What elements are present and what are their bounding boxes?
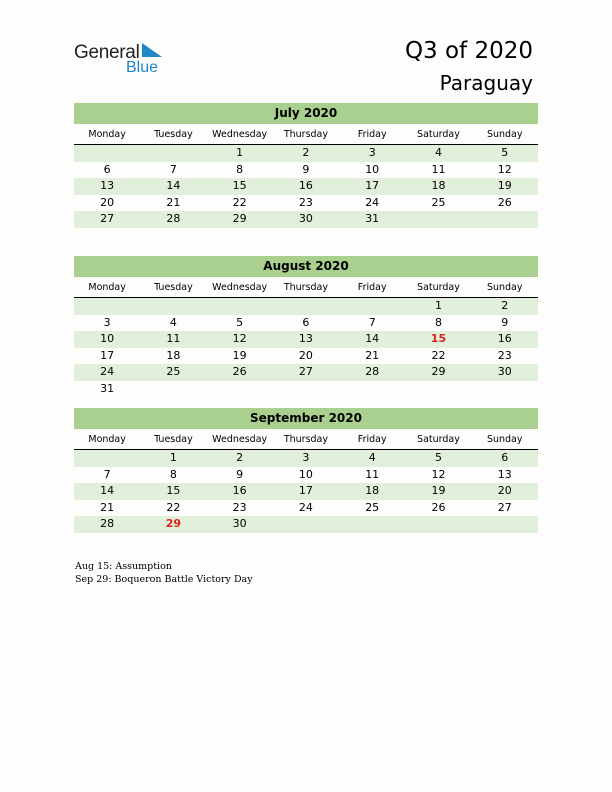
weekday-label: Wednesday xyxy=(212,282,268,293)
week-row xyxy=(74,145,538,162)
day-cell: 13 xyxy=(298,332,313,345)
day-cell: 30 xyxy=(232,517,247,530)
week-row xyxy=(74,178,538,195)
week-row xyxy=(74,195,538,212)
logo-flag-icon xyxy=(142,43,164,61)
day-cell: 2 xyxy=(236,451,244,464)
day-cell: 21 xyxy=(365,348,380,362)
week-row xyxy=(74,450,538,467)
page-title: Q3 of 2020 xyxy=(404,38,533,64)
day-cell: 26 xyxy=(497,195,512,209)
day-cell xyxy=(405,381,471,398)
month-header: July 2020 xyxy=(74,103,538,124)
month-july xyxy=(74,103,538,228)
day-cell xyxy=(339,381,405,398)
day-cell: 18 xyxy=(166,348,181,362)
day-cell: 13 xyxy=(100,179,115,192)
day-cell xyxy=(339,298,405,315)
day-cell: 27 xyxy=(298,365,313,378)
day-cell: 7 xyxy=(169,162,177,176)
day-cell: 2 xyxy=(501,299,509,312)
weekday-label: Saturday xyxy=(417,434,460,445)
day-cell: 24 xyxy=(100,365,115,378)
day-cell: 20 xyxy=(298,348,313,362)
day-cell: 4 xyxy=(434,146,442,159)
day-cell: 26 xyxy=(232,365,247,378)
day-cell: 21 xyxy=(166,195,181,209)
day-cell: 22 xyxy=(431,348,446,362)
day-cell: 31 xyxy=(100,381,115,395)
day-cell: 19 xyxy=(232,348,247,362)
day-cell: 1 xyxy=(236,146,244,159)
day-cell: 3 xyxy=(103,315,111,329)
day-cell: 13 xyxy=(497,467,512,481)
weekday-header-row xyxy=(74,431,538,450)
day-cell: 7 xyxy=(103,467,111,481)
weekday-label: Thursday xyxy=(283,282,329,293)
weekday-label: Thursday xyxy=(283,129,329,140)
day-cell: 22 xyxy=(232,195,247,209)
day-cell: 28 xyxy=(100,517,115,530)
day-cell: 6 xyxy=(103,162,111,176)
day-cell xyxy=(207,381,273,398)
day-cell xyxy=(472,381,538,398)
week-row xyxy=(74,162,538,179)
day-cell: 6 xyxy=(501,451,509,464)
day-cell: 11 xyxy=(166,332,181,345)
day-cell: 22 xyxy=(166,500,181,514)
day-cell: 23 xyxy=(298,195,313,209)
day-cell: 23 xyxy=(497,348,512,362)
week-row xyxy=(74,467,538,484)
day-cell: 20 xyxy=(100,195,115,209)
day-cell: 9 xyxy=(501,315,509,329)
day-cell: 10 xyxy=(298,467,313,481)
day-cell: 17 xyxy=(100,348,115,362)
weekday-label: Sunday xyxy=(486,282,523,293)
day-cell: 1 xyxy=(169,451,177,464)
day-cell: 9 xyxy=(302,162,310,176)
holiday-note: Aug 15: Assumption xyxy=(75,561,172,572)
day-cell: 9 xyxy=(236,467,244,481)
day-cell: 4 xyxy=(169,315,177,329)
day-cell: 25 xyxy=(365,500,380,514)
weekday-label: Sunday xyxy=(486,434,523,445)
day-cell: 25 xyxy=(166,365,181,378)
day-cell: 28 xyxy=(166,212,181,225)
week-row xyxy=(74,483,538,500)
day-cell: 15 xyxy=(232,179,247,192)
day-cell: 10 xyxy=(365,162,380,176)
day-cell xyxy=(207,298,273,315)
day-cell xyxy=(140,381,206,398)
week-row xyxy=(74,500,538,517)
day-cell: 21 xyxy=(100,500,115,514)
month-september xyxy=(74,408,538,533)
day-cell xyxy=(273,298,339,315)
day-cell xyxy=(140,145,206,162)
day-cell: 16 xyxy=(298,179,313,192)
weekday-label: Sunday xyxy=(486,129,523,140)
day-cell: 28 xyxy=(365,365,380,378)
day-cell xyxy=(273,516,339,533)
day-cell: 24 xyxy=(298,500,313,514)
day-cell: 17 xyxy=(365,179,380,192)
weekday-label: Tuesday xyxy=(154,282,193,293)
day-cell xyxy=(74,298,140,315)
week-row xyxy=(74,381,538,398)
day-cell: 29 xyxy=(232,212,247,225)
day-cell: 20 xyxy=(497,484,512,497)
month-header: September 2020 xyxy=(74,408,538,429)
day-cell: 5 xyxy=(434,451,442,464)
day-cell: 8 xyxy=(434,315,442,329)
day-cell: 29 xyxy=(431,365,446,378)
weekday-header-row xyxy=(74,279,538,298)
day-cell: 8 xyxy=(236,162,244,176)
day-cell: 5 xyxy=(501,146,509,159)
day-cell: 1 xyxy=(434,299,442,312)
day-cell xyxy=(74,450,140,467)
weekday-label: Saturday xyxy=(417,129,460,140)
holiday-notes xyxy=(75,560,253,586)
day-cell: 7 xyxy=(368,315,376,329)
day-cell xyxy=(472,516,538,533)
weekday-label: Friday xyxy=(357,282,387,293)
day-cell: 25 xyxy=(431,195,446,209)
day-cell: 27 xyxy=(100,212,115,225)
day-cell: 14 xyxy=(166,179,181,192)
holiday-note: Sep 29: Boqueron Battle Victory Day xyxy=(75,574,253,585)
day-cell: 31 xyxy=(365,212,380,225)
weekday-label: Friday xyxy=(357,129,387,140)
weekday-label: Saturday xyxy=(417,282,460,293)
day-cell: 16 xyxy=(232,484,247,497)
day-cell xyxy=(140,298,206,315)
week-row xyxy=(74,315,538,332)
day-cell xyxy=(273,381,339,398)
day-cell: 8 xyxy=(169,467,177,481)
month-august xyxy=(74,256,538,397)
day-cell: 2 xyxy=(302,146,310,159)
week-row xyxy=(74,364,538,381)
holiday-day-cell: 29 xyxy=(165,517,182,530)
day-cell: 11 xyxy=(431,162,446,176)
day-cell: 24 xyxy=(365,195,380,209)
week-row xyxy=(74,331,538,348)
weekday-label: Monday xyxy=(88,129,126,140)
day-cell: 3 xyxy=(302,451,310,464)
day-cell: 3 xyxy=(368,146,376,159)
day-cell: 12 xyxy=(431,467,446,481)
week-row xyxy=(74,211,538,228)
logo-general-text: General xyxy=(74,42,140,63)
day-cell: 15 xyxy=(166,484,181,497)
day-cell: 12 xyxy=(497,162,512,176)
day-cell: 19 xyxy=(431,484,446,497)
weekday-label: Wednesday xyxy=(212,434,268,445)
weekday-label: Tuesday xyxy=(154,129,193,140)
day-cell: 19 xyxy=(497,179,512,192)
day-cell xyxy=(405,516,471,533)
week-row xyxy=(74,298,538,315)
holiday-day-cell: 15 xyxy=(430,332,447,345)
day-cell: 14 xyxy=(365,332,380,345)
weekday-label: Friday xyxy=(357,434,387,445)
day-cell: 6 xyxy=(302,315,310,329)
month-header: August 2020 xyxy=(74,256,538,277)
day-cell: 18 xyxy=(365,484,380,497)
weekday-header-row xyxy=(74,126,538,145)
day-cell xyxy=(339,516,405,533)
day-cell: 26 xyxy=(431,500,446,514)
weekday-label: Thursday xyxy=(283,434,329,445)
day-cell xyxy=(472,211,538,228)
day-cell: 16 xyxy=(497,332,512,345)
day-cell: 4 xyxy=(368,451,376,464)
week-row xyxy=(74,348,538,365)
day-cell: 5 xyxy=(236,315,244,329)
country-name: Paraguay xyxy=(439,71,533,95)
day-cell: 10 xyxy=(100,332,115,345)
day-cell: 23 xyxy=(232,500,247,514)
day-cell: 30 xyxy=(497,365,512,378)
day-cell xyxy=(74,145,140,162)
weekday-label: Wednesday xyxy=(212,129,268,140)
day-cell: 11 xyxy=(365,467,380,481)
day-cell: 12 xyxy=(232,332,247,345)
day-cell xyxy=(405,211,471,228)
weekday-label: Monday xyxy=(88,434,126,445)
weekday-label: Monday xyxy=(88,282,126,293)
day-cell: 17 xyxy=(298,484,313,497)
week-row xyxy=(74,516,538,533)
day-cell: 30 xyxy=(298,212,313,225)
day-cell: 27 xyxy=(497,500,512,514)
weekday-label: Tuesday xyxy=(154,434,193,445)
day-cell: 14 xyxy=(100,484,115,497)
day-cell: 18 xyxy=(431,179,446,192)
logo-blue-text: Blue xyxy=(126,59,159,76)
